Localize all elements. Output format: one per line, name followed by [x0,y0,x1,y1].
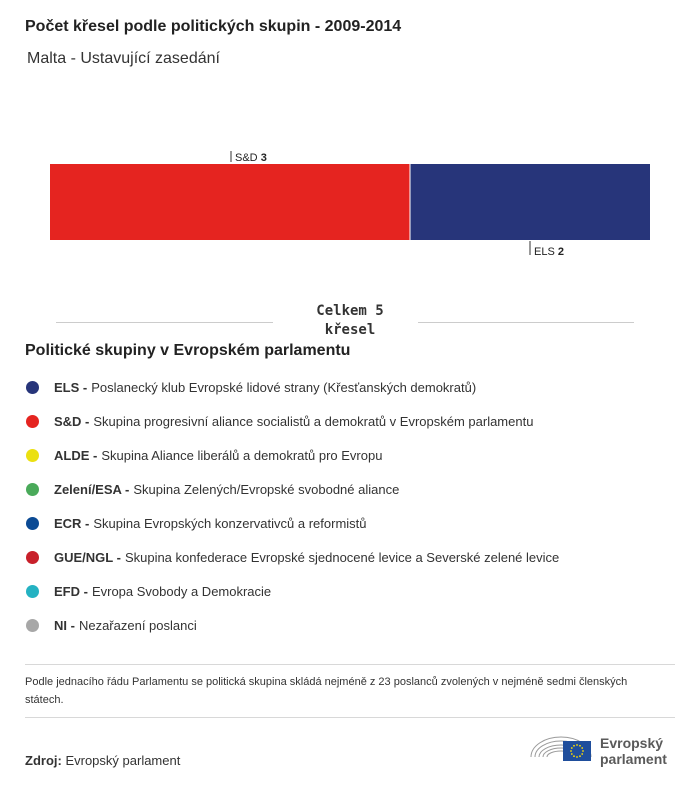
source-value: Evropský parlament [65,753,181,768]
chart-subtitle: Malta - Ustavující zasedání [27,50,220,67]
eu-star-icon [573,755,575,757]
legend-abbr: S&D - [54,413,90,429]
total-seats-label: Celkem 5 křesel [316,303,393,338]
divider-bottom [25,717,675,718]
legend-abbr: GUE/NGL - [54,549,121,565]
bar-label-0: S&D 3 [235,152,267,164]
legend-color-dot-icon [26,517,39,530]
legend-desc: Skupina Zelených/Evropské svobodné aliance [133,481,400,497]
eu-star-icon [571,747,573,749]
legend-item [25,574,559,608]
bar-segment-1 [410,164,650,240]
chart-title: Počet křesel podle politických skupin - 2009-2014 [25,18,402,35]
footnote: Podle jednacího řádu Parlamentu se politická skupina skládá nejméně z 23 poslanců zvolených v nejméně sedmi členských státech. [25,676,628,706]
bar-segment-0 [50,164,410,240]
logo-line1: Evropský [600,735,664,751]
logo-line2: parlament [600,751,667,767]
legend-desc: Skupina Aliance liberálů a demokratů pro Evropu [101,447,383,463]
eu-star-icon [581,747,583,749]
legend-color-dot-icon [26,619,39,632]
eu-star-icon [576,744,578,746]
bar-label-1: ELS 2 [534,246,564,258]
legend-desc: Poslanecký klub Evropské lidové strany (Křesťanských demokratů) [91,379,477,395]
source-label: Zdroj: [25,753,62,768]
legend-list [25,370,559,642]
eu-star-icon [573,745,575,747]
legend-color-dot-icon [26,585,39,598]
logo-text [600,735,667,767]
legend-item [25,370,559,404]
source [25,753,180,768]
eu-star-icon [571,753,573,755]
legend-item [25,472,559,506]
eu-flag-icon [563,741,591,761]
eu-star-icon [581,753,583,755]
legend-desc: Skupina konfederace Evropské sjednocené levice a Severské zelené levice [124,549,560,565]
legend-abbr: NI - [54,617,75,633]
legend-color-dot-icon [26,415,39,428]
legend-title: Politické skupiny v Evropském parlamentu [25,342,351,359]
legend-color-dot-icon [26,551,39,564]
eu-star-icon [579,745,581,747]
legend-abbr: ELS - [54,379,88,395]
eu-star-icon [576,756,578,758]
divider-top [25,664,675,665]
legend-desc: Skupina progresivní aliance socialistů a demokratů v Evropském parlamentu [93,413,534,429]
eu-star-icon [582,750,584,752]
legend-item [25,540,559,574]
eu-star-icon [570,750,572,752]
legend-item [25,438,559,472]
legend-color-dot-icon [26,483,39,496]
legend-item [25,608,559,642]
legend-desc: Skupina Evropských konzervativců a reformistů [93,515,367,531]
legend-abbr: EFD - [54,583,88,599]
legend-desc: Nezařazení poslanci [78,617,197,633]
legend-color-dot-icon [26,381,39,394]
legend-color-dot-icon [26,449,39,462]
legend-item [25,506,559,540]
legend-item [25,404,559,438]
eu-star-icon [579,755,581,757]
legend-abbr: ECR - [54,515,90,531]
legend-abbr: ALDE - [54,447,98,463]
legend-desc: Evropa Svobody a Demokracie [91,583,272,599]
legend-abbr: Zelení/ESA - [54,481,130,497]
seat-bar-chart [0,140,700,265]
